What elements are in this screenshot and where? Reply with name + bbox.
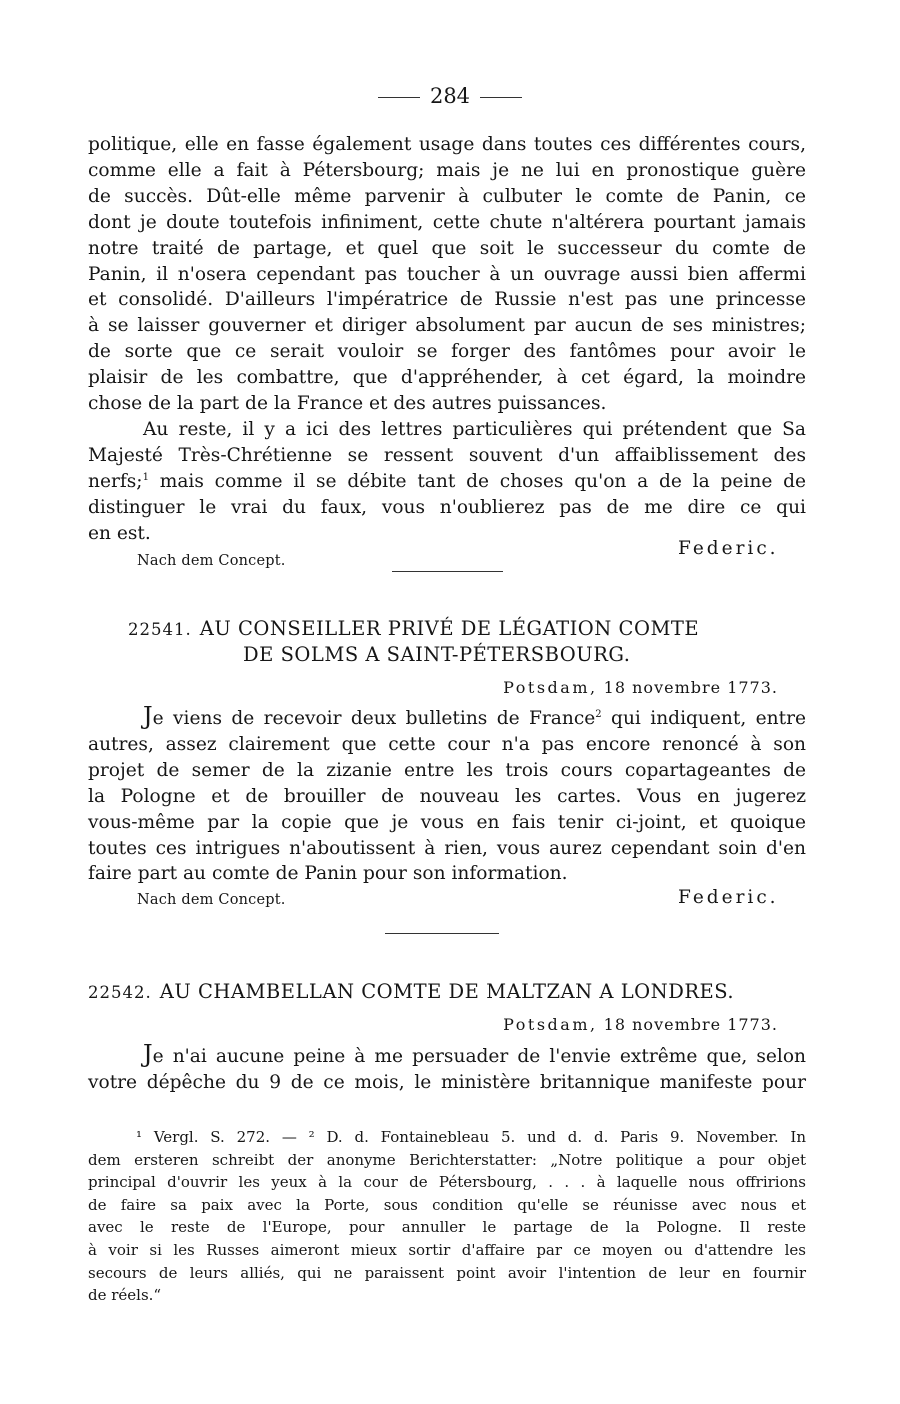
dateline [503,678,778,697]
dateline-place: Potsdam, [503,678,598,697]
text-line: de sorte que ce serait vouloir se forger des fantômes pour avoir le [88,341,806,363]
text-line: notre traité de partage, et quel que soit le successeur du comte de [88,237,806,259]
dateline-date: 18 novembre 1773. [597,1015,778,1034]
text-line [88,704,806,732]
text-line: distinguer le vrai du faux, vous n'oublierez pas de me dire ce qui [88,496,806,518]
footnote-line: dem ersteren schreibt der anonyme Berichterstatter: „Notre politique a pour objet [88,1150,806,1169]
page-number-header [0,84,900,108]
letter-number: 22541. [128,620,192,639]
text-fragment: e viens de recevoir deux bulletins de France [152,708,596,729]
footnote-line: à voir si les Russes aimeront mieux sortir d'affaire par ce moyen ou d'attendre les [88,1240,806,1259]
text-line: projet de semer de la zizanie entre les trois cours copartageantes de [88,759,806,781]
text-line: chose de la part de la France et des autres puissances. [88,393,607,415]
initial-letter: J [143,702,153,730]
text-line: plaisir de les combattre, que d'appréhender, à cet égard, la moindre [88,367,806,389]
text-fragment: qui indiquent, entre [601,708,806,729]
text-line: vous-même par la copie que je vous en fais tenir ci-joint, et quoique [88,811,806,833]
text-line: la Pologne et de brouiller de nouveau les cartes. Vous en jugerez [88,785,806,807]
footnote-line: ¹ Vergl. S. 272. — ² D. d. Fontainebleau 5. und d. d. Paris 9. November. In [136,1128,806,1146]
letter-number: 22542. [88,983,152,1002]
signature: Federic. [678,538,779,559]
text-fragment: e n'ai aucune peine à me persuader de l'envie extrême que, selon [152,1046,806,1067]
section-divider [392,571,503,572]
text-line: dont je doute toutefois infiniment, cette chute n'altérera pourtant jamais [88,211,806,233]
text-line: politique, elle en fasse également usage dans toutes ces différentes cours, [88,134,806,155]
heading-line: AU CHAMBELLAN COMTE DE MALTZAN A LONDRES. [159,980,735,1003]
footnote-line: secours de leurs alliés, qui ne paraissent point avoir l'intention de leur en fournir [88,1263,806,1282]
initial-letter: J [143,1040,153,1068]
letter-heading-line-2: DE SOLMS A SAINT-PÉTERSBOURG. [243,643,631,666]
text-line: de succès. Dût-elle même parvenir à culbuter le comte de Panin, ce [88,185,806,207]
footnote-line: avec le reste de l'Europe, pour annuller le partage de la Pologne. Il reste [88,1218,806,1237]
dateline [503,1015,778,1034]
header-dash-right [480,97,522,98]
letter-heading [88,980,734,1003]
signature: Federic. [678,887,779,908]
footnote-marker: 2 [595,709,602,720]
source-note: Nach dem Concept. [137,892,286,908]
footnotes [88,1126,806,1307]
footnote-line: de réels.“ [88,1286,162,1305]
footnote-line: principal d'ouvrir les yeux à la cour de Pétersbourg, . . . à laquelle nous offririons [88,1173,806,1192]
text-line: autres, assez clairement que cette cour n'a pas encore renoncé à son [88,733,806,755]
text-fragment: nerfs; [88,470,143,492]
text-line: votre dépêche du 9 de ce mois, le ministère britannique manifeste pour [88,1071,806,1093]
text-line: Au reste, il y a ici des lettres particulières qui prétendent que Sa [143,418,806,440]
text-line: faire part au comte de Panin pour son information. [88,863,568,885]
text-line: Panin, il n'osera cependant pas toucher à un ouvrage aussi bien affermi [88,263,806,285]
source-note: Nach dem Concept. [137,553,286,569]
letter-continuation-body [88,132,806,547]
footnote-marker: 1 [142,471,149,483]
text-line [88,469,806,495]
heading-line: AU CONSEILLER PRIVÉ DE LÉGATION COMTE [199,617,700,640]
letter-heading [128,617,699,640]
letter-22542-body [88,1042,806,1096]
text-line: Majesté Très-Chrétienne se ressent souvent d'un affaiblissement des [88,444,806,466]
text-line: en est. [88,522,151,544]
page-number: 284 [429,84,471,108]
text-line [88,1042,806,1070]
dateline-place: Potsdam, [503,1015,598,1034]
footnote-line: de faire sa paix avec la Porte, sous condition qu'elle se réunisse avec nous et [88,1195,806,1214]
text-line: toutes ces intrigues n'aboutissent à rien, vous aurez cependant soin d'en [88,837,806,859]
dateline-date: 18 novembre 1773. [597,678,778,697]
text-fragment: mais comme il se débite tant de choses qu'on a de la peine de [148,470,806,492]
section-divider [385,933,499,934]
letter-22541-body [88,704,806,887]
text-line: et consolidé. D'ailleurs l'impératrice de Russie n'est pas une princesse [88,289,806,311]
header-dash-left [378,97,420,98]
text-line: à se laisser gouverner et diriger absolument par aucun de ses ministres; [88,315,806,337]
text-line: comme elle a fait à Pétersbourg; mais je ne lui en pronostique guère [88,159,806,181]
